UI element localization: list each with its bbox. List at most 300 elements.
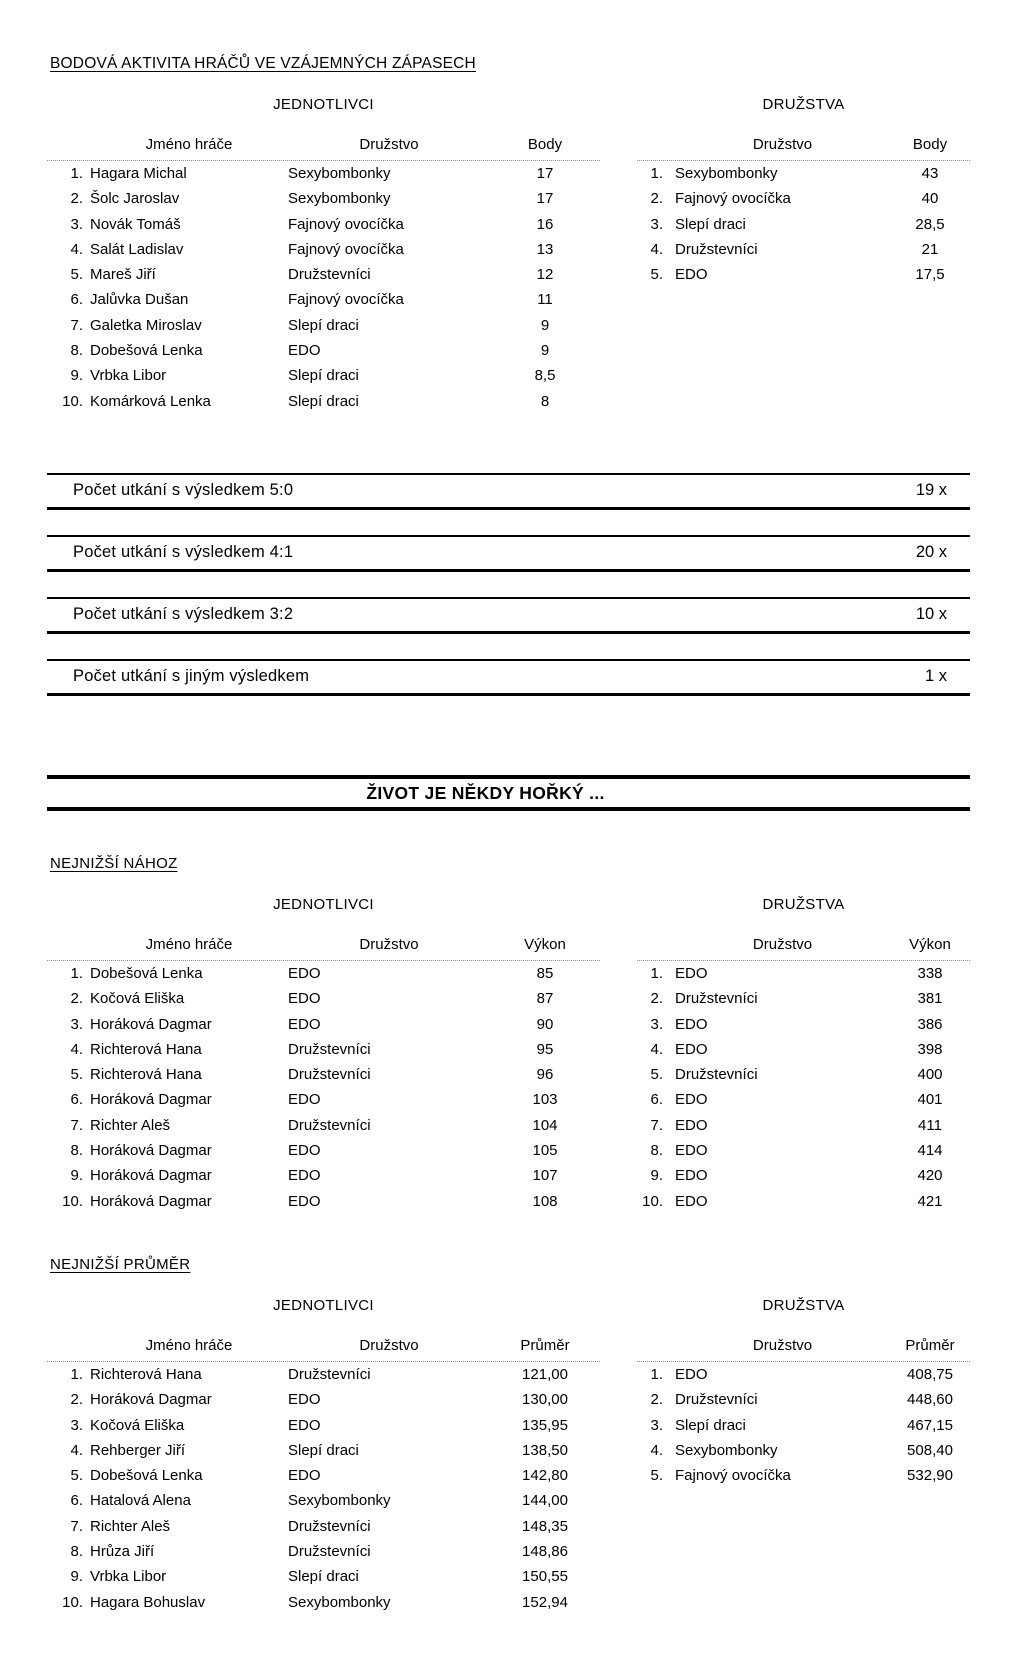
table-body [637,961,970,1214]
team-cell: Slepí draci [675,1416,746,1434]
player-name-cell: Komárková Lenka [90,392,211,410]
team-cell: EDO [675,1192,708,1210]
column-header-rank [47,935,90,955]
value-cell: 135,95 [522,1416,568,1434]
team-cell: EDO [675,1167,708,1185]
value-cell: 401 [917,1091,943,1109]
value-cell: 96 [536,1066,554,1084]
column-header-team: Družstvo [359,935,419,953]
team-cell: Družstevníci [288,1543,371,1561]
player-name-cell: Horáková Dagmar [90,1167,212,1185]
rank-cell: 8. [70,342,83,360]
team-cell: EDO [675,1091,708,1109]
rank-cell: 1. [650,1365,663,1383]
value-cell: 95 [536,1040,554,1058]
column-header-name: Jméno hráče [145,136,233,153]
value-cell: 13 [536,240,554,258]
match-count-bars [47,473,970,696]
table-row [637,1062,970,1087]
rank-cell: 9. [650,1167,663,1185]
team-cell: EDO [288,1192,321,1210]
value-cell: 130,00 [522,1391,568,1409]
value-cell: 421 [917,1192,943,1210]
value-cell: 338 [917,964,943,982]
player-name-cell: Novák Tomáš [90,215,181,233]
team-cell: Družstevníci [288,1066,371,1084]
value-cell: 9 [540,316,550,334]
rank-cell: 4. [650,1040,663,1058]
value-cell: 87 [536,990,554,1008]
value-cell: 150,55 [522,1568,568,1586]
column-header-team: Družstvo [359,136,419,153]
value-cell: 105 [532,1142,558,1160]
rank-cell: 1. [70,1365,83,1383]
table-row [637,1387,970,1412]
column-header-name: Jméno hráče [145,935,233,953]
table-body [47,161,600,414]
lowest-average-teams-table [637,1336,970,1488]
table-row [47,1463,600,1488]
player-name-cell: Richterová Hana [90,1040,202,1058]
column-header-team: Družstvo [752,1336,813,1354]
match-count-row [47,535,970,572]
value-cell: 386 [917,1015,943,1033]
table-header-row [637,935,970,961]
player-name-cell: Rehberger Jiří [90,1441,186,1459]
table-row [47,1087,600,1112]
column-header-value: Průměr [520,1336,570,1354]
match-count-value: 1 x [924,667,947,686]
player-name-cell: Richterová Hana [90,1066,202,1084]
table-row [47,1037,600,1062]
match-count-label: Počet utkání s výsledkem 5:0 [73,481,294,500]
rank-cell: 1. [70,964,83,982]
value-cell: 448,60 [907,1391,953,1409]
value-cell: 104 [532,1116,558,1134]
rank-cell: 6. [70,291,83,309]
table-row [47,1514,600,1539]
team-cell: Slepí draci [288,392,359,410]
value-cell: 152,94 [522,1593,568,1611]
rank-cell: 8. [70,1142,83,1160]
rank-cell: 5. [70,1066,83,1084]
rank-cell: 3. [650,215,663,233]
table-row [637,1362,970,1387]
player-name-cell: Richter Aleš [90,1517,171,1535]
team-cell: Slepí draci [288,367,359,385]
table-row [47,186,600,211]
team-cell: Fajnový ovocíčka [675,190,791,208]
rank-cell: 1. [650,165,663,182]
table-row [637,1438,970,1463]
rank-cell: 6. [650,1091,663,1109]
player-name-cell: Richterová Hana [90,1365,202,1383]
table-body [637,161,970,287]
value-cell: 414 [917,1142,943,1160]
player-name-cell: Kočová Eliška [90,990,185,1008]
table-row [47,1539,600,1564]
team-cell: EDO [675,1116,708,1134]
column-header-team: Družstvo [752,136,813,153]
lowest-average-individuals-column [47,1298,600,1615]
points-two-col [47,97,970,414]
team-cell: EDO [288,990,321,1008]
lowest-average-individuals-table [47,1336,600,1615]
player-name-cell: Vrbka Libor [90,1568,167,1586]
table-row [47,237,600,262]
rank-cell: 6. [70,1091,83,1109]
team-cell: EDO [675,1015,708,1033]
rank-cell: 2. [70,190,83,208]
section-banner [47,775,970,811]
value-cell: 420 [917,1167,943,1185]
rank-cell: 9. [70,1568,83,1586]
match-count-row [47,597,970,634]
table-row [637,1189,970,1214]
column-header-rank [47,135,90,155]
value-cell: 17,5 [915,266,945,284]
player-name-cell: Horáková Dagmar [90,1192,212,1210]
rank-cell: 2. [70,1391,83,1409]
table-row [637,1113,970,1138]
value-cell: 16 [536,215,554,233]
player-name-cell: Vrbka Libor [90,367,167,385]
rank-cell: 5. [650,266,663,284]
player-name-cell: Dobešová Lenka [90,1467,203,1485]
column-header-rank [637,1336,668,1356]
table-row [47,1413,600,1438]
value-cell: 142,80 [522,1467,568,1485]
table-row [47,262,600,287]
table-row [47,1488,600,1513]
table-header-row [637,1336,970,1362]
table-body [47,961,600,1214]
value-cell: 90 [536,1015,554,1033]
rank-cell: 5. [650,1467,663,1485]
match-count-label: Počet utkání s výsledkem 3:2 [73,605,294,624]
value-cell: 532,90 [907,1467,953,1485]
rank-cell: 10. [62,1593,83,1611]
player-name-cell: Horáková Dagmar [90,1015,212,1033]
table-row [47,287,600,312]
table-row [637,1413,970,1438]
value-cell: 408,75 [907,1365,953,1383]
column-header-name: Jméno hráče [145,1336,233,1354]
team-cell: EDO [675,1142,708,1160]
table-header-row [637,135,970,161]
value-cell: 9 [540,342,550,360]
rank-cell: 2. [70,990,83,1008]
team-cell: Sexybombonky [288,190,391,208]
rank-cell: 7. [70,1517,83,1535]
table-row [637,186,970,211]
team-cell: Slepí draci [288,316,359,334]
table-row [637,237,970,262]
rank-cell: 9. [70,1167,83,1185]
lowest-average-teams-column [637,1298,970,1615]
team-cell: Sexybombonky [288,165,391,182]
table-row [47,961,600,986]
table-row [47,212,600,237]
value-cell: 508,40 [907,1441,953,1459]
team-cell: Fajnový ovocíčka [675,1467,791,1485]
table-row [637,1012,970,1037]
player-name-cell: Hrůza Jiří [90,1543,155,1561]
player-name-cell: Salát Ladislav [90,240,184,258]
column-header-value: Body [527,136,563,153]
team-cell: Sexybombonky [288,1492,391,1510]
team-cell: EDO [288,964,321,982]
teams-heading: DRUŽSTVA [762,1296,845,1314]
page-title: BODOVÁ AKTIVITA HRÁČŮ VE VZÁJEMNÝCH ZÁPASECH [50,55,476,72]
team-cell: EDO [675,964,708,982]
rank-cell: 10. [642,1192,663,1210]
team-cell: EDO [288,1015,321,1033]
points-teams-column [637,97,970,414]
value-cell: 400 [917,1066,943,1084]
column-header-team: Družstvo [752,935,813,953]
teams-heading: DRUŽSTVA [762,895,845,913]
table-row [47,313,600,338]
column-header-value: Výkon [524,935,566,953]
table-row [637,1463,970,1488]
column-header-rank [637,135,668,155]
rank-cell: 8. [70,1543,83,1561]
team-cell: Družstevníci [288,1517,371,1535]
rank-cell: 3. [650,1015,663,1033]
rank-cell: 7. [650,1116,663,1134]
rank-cell: 5. [70,266,83,284]
table-row [47,1138,600,1163]
value-cell: 467,15 [907,1416,953,1434]
points-individuals-column [47,97,600,414]
table-row [47,1113,600,1138]
team-cell: Družstevníci [288,1040,371,1058]
table-body [637,1362,970,1488]
points-section [47,97,970,414]
value-cell: 12 [536,266,554,284]
team-cell: Fajnový ovocíčka [288,215,404,233]
table-row [47,986,600,1011]
team-cell: EDO [288,1416,321,1434]
value-cell: 103 [532,1091,558,1109]
player-name-cell: Dobešová Lenka [90,964,203,982]
table-row [47,1362,600,1387]
column-header-rank [637,935,668,955]
table-row [47,161,600,186]
points-individuals-table [47,135,600,414]
rank-cell: 2. [650,1391,663,1409]
value-cell: 40 [921,190,939,208]
player-name-cell: Horáková Dagmar [90,1391,212,1409]
points-teams-table [637,135,970,287]
lowest-average-heading: NEJNIŽŠÍ PRŮMĚR [50,1255,191,1273]
teams-heading: DRUŽSTVA [762,96,845,113]
table-header-row [47,1336,600,1362]
team-cell: EDO [288,1167,321,1185]
table-row [47,1590,600,1615]
value-cell: 108 [532,1192,558,1210]
table-row [47,1012,600,1037]
table-row [637,986,970,1011]
table-row [47,1438,600,1463]
value-cell: 8 [540,392,550,410]
rank-cell: 5. [650,1066,663,1084]
rank-cell: 10. [62,1192,83,1210]
lowest-throw-section [47,855,970,1214]
table-row [47,1163,600,1188]
table-row [637,961,970,986]
player-name-cell: Richter Aleš [90,1116,171,1134]
team-cell: Družstevníci [288,1365,371,1383]
table-row [637,1087,970,1112]
rank-cell: 1. [650,964,663,982]
rank-cell: 6. [70,1492,83,1510]
column-header-value: Body [912,136,948,153]
team-cell: Družstevníci [675,990,758,1008]
team-cell: Družstevníci [675,240,758,258]
table-header-row [47,135,600,161]
team-cell: Sexybombonky [675,165,778,182]
rank-cell: 2. [650,990,663,1008]
team-cell: Družstevníci [288,266,371,284]
value-cell: 411 [918,1116,942,1134]
team-cell: Slepí draci [288,1441,359,1459]
value-cell: 17 [536,190,554,208]
team-cell: Slepí draci [675,215,746,233]
value-cell: 11 [537,291,553,309]
team-cell: Družstevníci [675,1391,758,1409]
table-row [47,1189,600,1214]
team-cell: Družstevníci [288,1116,371,1134]
team-cell: EDO [288,342,321,360]
rank-cell: 1. [70,165,83,182]
player-name-cell: Mareš Jiří [90,266,156,284]
team-cell: EDO [675,1365,708,1383]
team-cell: Fajnový ovocíčka [288,240,404,258]
rank-cell: 10. [62,392,83,410]
column-header-value: Průměr [905,1336,955,1354]
match-count-label: Počet utkání s výsledkem 4:1 [73,543,294,562]
table-row [47,338,600,363]
table-row [47,363,600,388]
column-header-rank [47,1336,90,1356]
table-row [47,1387,600,1412]
rank-cell: 4. [70,1441,83,1459]
team-cell: Fajnový ovocíčka [288,291,404,309]
team-cell: EDO [288,1467,321,1485]
table-row [47,1062,600,1087]
team-cell: Družstevníci [675,1066,758,1084]
column-header-team: Družstvo [359,1336,419,1354]
lowest-throw-individuals-column [47,897,600,1214]
lowest-throw-heading: NEJNIŽŠÍ NÁHOZ [50,854,178,872]
value-cell: 21 [921,240,939,258]
rank-cell: 7. [70,316,83,334]
individuals-heading: JEDNOTLIVCI [273,96,374,113]
rank-cell: 3. [650,1416,663,1434]
team-cell: Sexybombonky [288,1593,391,1611]
rank-cell: 4. [650,1441,663,1459]
lowest-throw-teams-table [637,935,970,1214]
match-count-row [47,473,970,510]
lowest-average-two-col [47,1298,970,1615]
table-row [47,389,600,414]
rank-cell: 9. [70,367,83,385]
player-name-cell: Horáková Dagmar [90,1142,212,1160]
player-name-cell: Kočová Eliška [90,1416,185,1434]
table-row [637,161,970,186]
value-cell: 148,35 [522,1517,568,1535]
team-cell: EDO [288,1142,321,1160]
column-header-value: Výkon [909,935,951,953]
value-cell: 107 [532,1167,558,1185]
table-row [637,1138,970,1163]
value-cell: 43 [921,165,939,182]
value-cell: 17 [536,165,554,182]
table-row [637,1037,970,1062]
section-banner-text: ŽIVOT JE NĚKDY HOŘKÝ ... [366,782,605,803]
value-cell: 148,86 [522,1543,568,1561]
team-cell: EDO [288,1091,321,1109]
player-name-cell: Hagara Michal [90,165,187,182]
match-count-value: 19 x [915,481,947,500]
value-cell: 85 [536,964,554,982]
player-name-cell: Hatalová Alena [90,1492,191,1510]
table-row [637,212,970,237]
rank-cell: 5. [70,1467,83,1485]
rank-cell: 4. [70,240,83,258]
rank-cell: 3. [70,215,83,233]
value-cell: 138,50 [522,1441,568,1459]
individuals-heading: JEDNOTLIVCI [273,895,374,913]
value-cell: 8,5 [534,367,556,385]
player-name-cell: Šolc Jaroslav [90,190,180,208]
rank-cell: 3. [70,1416,83,1434]
player-name-cell: Jalůvka Dušan [90,291,189,309]
table-row [637,1163,970,1188]
table-row [637,262,970,287]
match-count-label: Počet utkání s jiným výsledkem [73,667,310,686]
lowest-throw-teams-column [637,897,970,1214]
lowest-throw-individuals-table [47,935,600,1214]
table-body [47,1362,600,1615]
rank-cell: 4. [70,1040,83,1058]
player-name-cell: Horáková Dagmar [90,1091,212,1109]
lowest-average-section [47,1256,970,1615]
rank-cell: 7. [70,1116,83,1134]
value-cell: 144,00 [522,1492,568,1510]
table-row [47,1564,600,1589]
value-cell: 121,00 [522,1365,568,1383]
match-count-row [47,659,970,696]
table-header-row [47,935,600,961]
team-cell: Sexybombonky [675,1441,778,1459]
rank-cell: 4. [650,240,663,258]
team-cell: Slepí draci [288,1568,359,1586]
value-cell: 381 [917,990,943,1008]
value-cell: 28,5 [915,215,945,233]
lowest-throw-two-col [47,897,970,1214]
rank-cell: 3. [70,1015,83,1033]
match-count-value: 10 x [915,605,947,624]
player-name-cell: Hagara Bohuslav [90,1593,206,1611]
team-cell: EDO [675,266,708,284]
rank-cell: 2. [650,190,663,208]
match-count-value: 20 x [915,543,947,562]
player-name-cell: Dobešová Lenka [90,342,203,360]
team-cell: EDO [675,1040,708,1058]
